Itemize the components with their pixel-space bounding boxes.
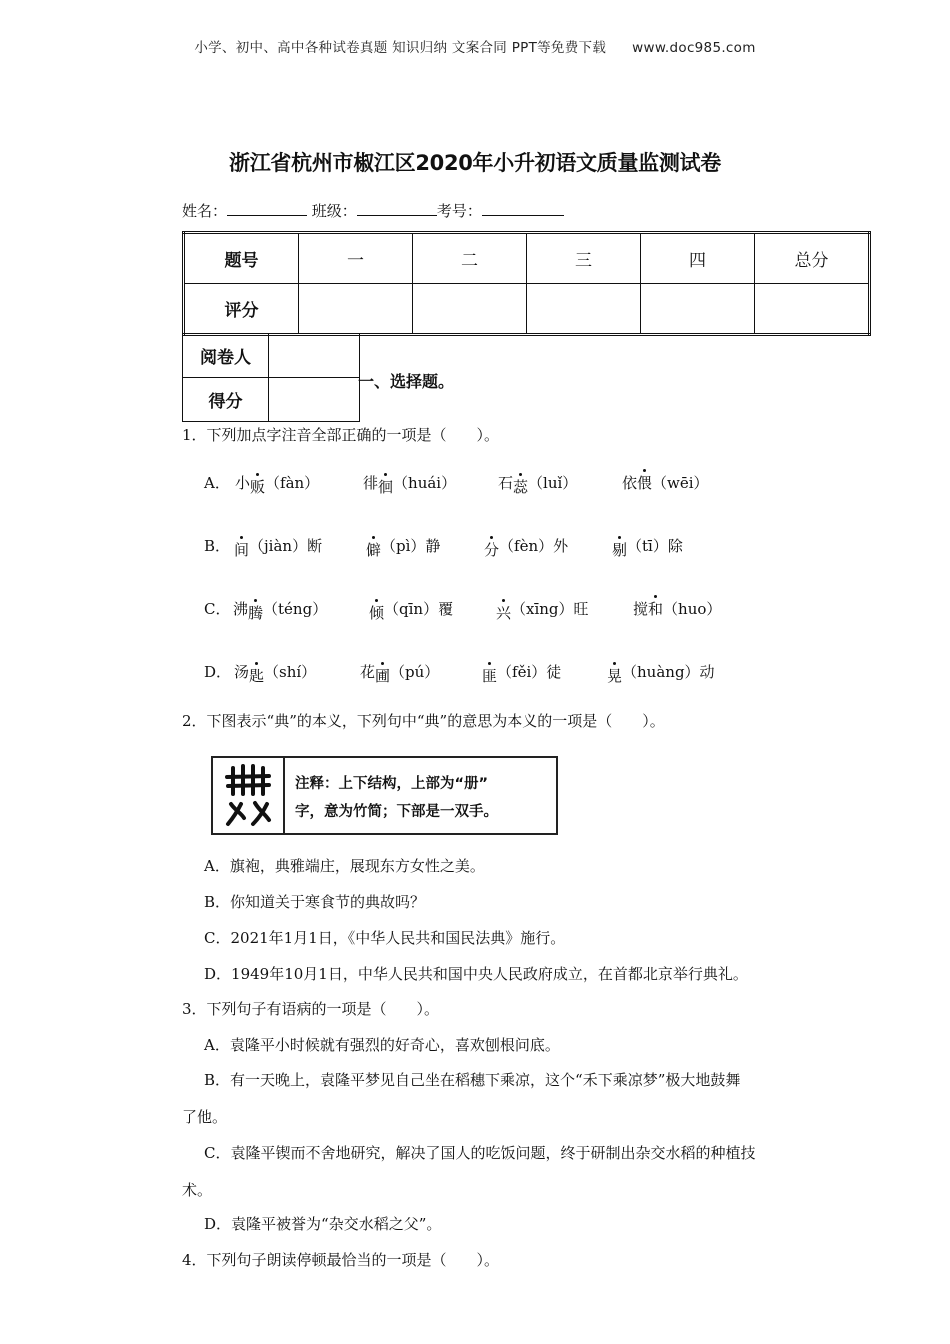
header-site[interactable]: www.doc985.com xyxy=(632,40,756,56)
q3-option-b-cont: 了他。 xyxy=(182,1108,228,1126)
score-cell[interactable] xyxy=(413,284,527,335)
q3-option-c[interactable]: C．袁隆平锲而不舍地研究，解决了国人的吃饭问题，终于研制出杂交水稻的种植技 xyxy=(204,1144,756,1162)
class-blank[interactable] xyxy=(357,201,437,216)
q1-option-b-word-3: 分（fèn）外 xyxy=(484,537,569,559)
q1-option-a-word-4: 依偎（wēi） xyxy=(622,474,709,492)
q2-option-d[interactable]: D．1949年10月1日，中华人民共和国中央人民政府成立，在首都北京举行典礼。 xyxy=(204,965,748,983)
score-header-cell: 四 xyxy=(641,233,755,284)
q1-option-c-word-3: 兴（xīng）旺 xyxy=(496,600,589,622)
student-info xyxy=(182,200,564,221)
page-header xyxy=(0,36,950,56)
q3-option-a[interactable]: A．袁隆平小时候就有强烈的好奇心，喜欢刨根问底。 xyxy=(204,1036,560,1054)
score-header-cell: 一 xyxy=(299,233,413,284)
q1-option-a-word-1: 小贩（fàn） xyxy=(235,474,320,496)
question-4-stem: 4．下列句子朗读停顿最恰当的一项是（ ）。 xyxy=(182,1251,500,1269)
score-cell[interactable] xyxy=(527,284,641,335)
score-header-cell: 题号 xyxy=(184,233,299,284)
q1-option-d-word-4: 晃（huàng）动 xyxy=(607,663,715,685)
grader-score-label: 得分 xyxy=(183,378,269,422)
q1-option-d-word-3: 匪（fěi）徒 xyxy=(482,663,562,685)
score-cell[interactable] xyxy=(299,284,413,335)
q1-option-a-word-2: 徘徊（huái） xyxy=(363,474,457,496)
annotation-line-1: 注释：上下结构，上部为“册” xyxy=(295,776,489,792)
question-1-stem: 1．下列加点字注音全部正确的一项是（ ）。 xyxy=(182,426,500,444)
q1-option-b-word-4: 剔（tī）除 xyxy=(612,537,683,559)
grader-table xyxy=(182,333,360,422)
q2-option-b[interactable]: B．你知道关于寒食节的典故吗？ xyxy=(204,893,426,911)
score-value-row xyxy=(184,284,870,335)
q1-option-d-label[interactable]: D． xyxy=(204,663,232,681)
q3-option-d[interactable]: D．袁隆平被誉为“杂交水稻之父”。 xyxy=(204,1215,442,1233)
page-title: 浙江省杭州市椒江区2020年小升初语文质量监测试卷 xyxy=(229,151,721,175)
q1-option-c-word-4: 搅和（huo） xyxy=(633,600,722,618)
grader-reader-label: 阅卷人 xyxy=(183,334,269,378)
annotation-line-2: 字，意为竹简；下部是一双手。 xyxy=(295,804,498,820)
ancient-dian-glyph-icon xyxy=(213,758,285,833)
q1-option-b-word-1: 间（jiàn）断 xyxy=(234,537,323,559)
exam-no-label: 考号： xyxy=(436,202,482,220)
score-header-cell: 三 xyxy=(527,233,641,284)
question-2-stem: 2．下图表示“典”的本义，下列句中“典”的意思为本义的一项是（ ）。 xyxy=(182,712,665,730)
section-title: 一、选择题。 xyxy=(358,372,455,391)
q1-option-c-word-1: 沸腾（téng） xyxy=(233,600,328,622)
question-3-stem: 3．下列句子有语病的一项是（ ）。 xyxy=(182,1000,440,1018)
name-blank[interactable] xyxy=(227,201,307,216)
q1-option-b-word-2: 僻（pì）静 xyxy=(366,537,441,559)
q2-option-a[interactable]: A．旗袍，典雅端庄，展现东方女性之美。 xyxy=(204,857,485,875)
score-header-cell: 总分 xyxy=(755,233,870,284)
grader-reader-cell[interactable] xyxy=(269,334,360,378)
exam-no-blank[interactable] xyxy=(482,201,564,216)
q3-option-b[interactable]: B．有一天晚上，袁隆平梦见自己坐在稻穗下乘凉，这个“禾下乘凉梦”极大地鼓舞 xyxy=(204,1071,741,1089)
q1-option-d-word-1: 汤匙（shí） xyxy=(234,663,317,685)
q3-option-c-cont: 术。 xyxy=(182,1181,213,1199)
grader-score-cell[interactable] xyxy=(269,378,360,422)
score-table xyxy=(182,231,871,336)
q1-option-a-word-3: 石蕊（luǐ） xyxy=(498,474,578,496)
glyph-annotation xyxy=(295,770,498,826)
score-row-label: 评分 xyxy=(184,284,299,335)
score-header-cell: 二 xyxy=(413,233,527,284)
header-text: 小学、初中、高中各种试卷真题 知识归纳 文案合同 PPT等免费下载 xyxy=(194,40,607,56)
q2-option-c[interactable]: C．2021年1月1日，《中华人民共和国民法典》施行。 xyxy=(204,929,566,947)
score-cell[interactable] xyxy=(755,284,870,335)
name-label: 姓名： xyxy=(182,202,228,220)
q1-option-d-word-2: 花圃（pú） xyxy=(360,663,440,685)
q1-option-c-word-2: 倾（qīn）覆 xyxy=(369,600,454,622)
q1-option-a-label[interactable]: A． xyxy=(204,474,230,492)
q1-option-b-label[interactable]: B． xyxy=(204,537,231,555)
score-cell[interactable] xyxy=(641,284,755,335)
q1-option-c-label[interactable]: C． xyxy=(204,600,231,618)
class-label: 班级： xyxy=(311,202,357,220)
score-header-row xyxy=(184,233,870,284)
dian-character-figure xyxy=(211,756,558,835)
